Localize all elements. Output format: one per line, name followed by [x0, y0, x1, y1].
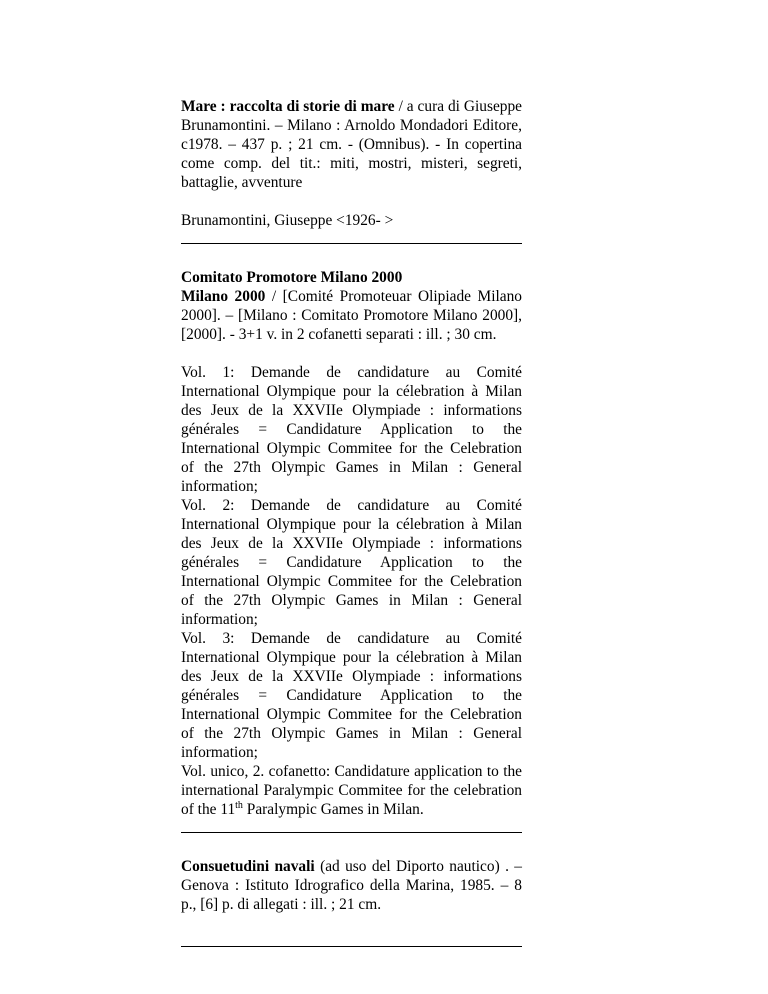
- entry-description: [181, 857, 522, 914]
- entry-description: [181, 97, 522, 192]
- entry-heading: [181, 268, 522, 287]
- separator-rule: [181, 933, 522, 952]
- catalog-entry-consuetudini: [181, 857, 522, 952]
- volume-note-3: Vol. 3: Demande de candidature au Comité International Olympique pour la célebration à Milan des Jeux de la XXVIIe Olympiade : informations générales = Candidature Application to the International Olympic Commitee for the Celebration of the 27th Olympic Games in Milan : General information;: [181, 630, 522, 761]
- catalog-page: [181, 97, 522, 952]
- entry-details: / a cura di Giuseppe Brunamontini. – Milano : Arnoldo Mondadori Editore, c1978. – 437 p. ; 21 cm. - (Omnibus). - In copertina come comp. del tit.: miti, mostri, misteri, segreti, battaglie, avventure: [181, 98, 522, 191]
- entry-corporate-author: Comitato Promotore Milano 2000: [181, 269, 403, 286]
- volume-note-unico-text: Vol. unico, 2. cofanetto: Candidature application to the international Paralympic Commitee for the celebration of the 11: [181, 763, 522, 818]
- entry-details: (ad uso del Diporto nautico) . – Genova : Istituto Idrografico della Marina, 1985. – 8 p., [6] p. di allegati : ill. ; 21 cm.: [181, 858, 522, 913]
- spacer: [181, 914, 522, 933]
- spacer: [181, 838, 522, 857]
- entry-title: Milano 2000: [181, 288, 266, 305]
- volume-note-2: Vol. 2: Demande de candidature au Comité International Olympique pour la célebration à Milan des Jeux de la XXVIIe Olympiade : informations générales = Candidature Application to the International Olympic Commitee for the Celebration of the 27th Olympic Games in Milan : General information;: [181, 497, 522, 628]
- volume-note-unico-end: Paralympic Games in Milan.: [242, 801, 424, 818]
- spacer: [181, 344, 522, 363]
- volume-note-1: Vol. 1: Demande de candidature au Comité International Olympique pour la célebration à Milan des Jeux de la XXVIIe Olympiade : informations générales = Candidature Application to the International Olympic Commitee for the Celebration of the 27th Olympic Games in Milan : General information;: [181, 364, 522, 495]
- ordinal-suffix: th: [235, 799, 243, 811]
- entry-description: [181, 287, 522, 344]
- entry-title: Consuetudini navali: [181, 858, 315, 875]
- entry-author: Brunamontini, Giuseppe <1926- >: [181, 212, 394, 229]
- separator-rule: [181, 819, 522, 838]
- spacer: [181, 249, 522, 268]
- entry-details: / [Comité Promoteuar Olipiade Milano 2000]. – [Milano : Comitato Promotore Milano 2000], [2000]. - 3+1 v. in 2 cofanetti separati : ill. ; 30 cm.: [181, 288, 522, 343]
- spacer: [181, 192, 522, 211]
- entry-title: Mare : raccolta di storie di mare: [181, 98, 395, 115]
- catalog-entry-mare: [181, 97, 522, 249]
- volume-note-unico: [181, 762, 522, 819]
- separator-rule: [181, 230, 522, 249]
- catalog-entry-milano-2000: [181, 268, 522, 838]
